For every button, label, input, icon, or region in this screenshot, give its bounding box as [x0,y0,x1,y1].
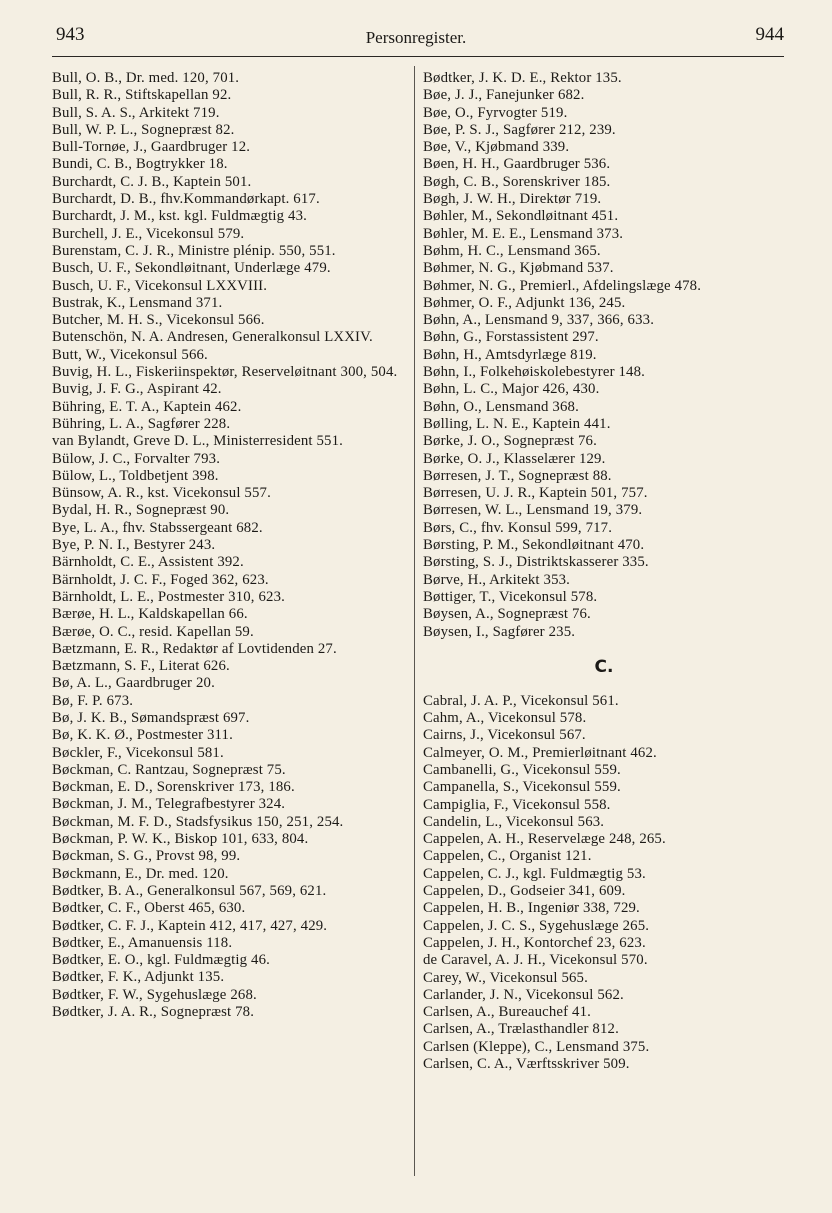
register-entry: Børke, O. J., Klasselærer 129. [423,450,606,467]
register-entry: Bünsow, A. R., kst. Vicekonsul 557. [52,485,271,502]
register-entry: Bundi, C. B., Bogtrykker 18. [52,156,228,173]
register-entry: Bøckman, E. D., Sorenskriver 173, 186. [52,779,295,796]
register-entry: Carey, W., Vicekonsul 565. [423,969,588,986]
register-entry: Burchardt, D. B., fhv.Kommandørkapt. 617. [52,191,320,208]
register-entry: Bühring, E. T. A., Kaptein 462. [52,398,242,415]
register-entry: Campanella, S., Vicekonsul 559. [423,779,621,796]
register-entry: Bull, R. R., Stiftskapellan 92. [52,87,232,104]
register-entry: Bøysen, I., Sagfører 235. [423,623,576,640]
register-entry: Carlsen, C. A., Værftsskriver 509. [423,1056,630,1073]
register-entry: Butt, W., Vicekonsul 566. [52,346,208,363]
register-entry: Bärnholdt, J. C. F., Foged 362, 623. [52,571,269,588]
register-entry: Burchardt, C. J. B., Kaptein 501. [52,173,252,190]
register-entry: Børsting, P. M., Sekondløitnant 470. [423,537,645,554]
register-entry: Bull, S. A. S., Arkitekt 719. [52,104,220,121]
register-entry: Bøckler, F., Vicekonsul 581. [52,744,224,761]
register-entry: Børve, H., Arkitekt 353. [423,571,571,588]
register-entry: Buvig, J. F. G., Aspirant 42. [52,381,222,398]
register-entry: Carlsen, A., Trælasthandler 812. [423,1021,619,1038]
register-entry: Bøhler, M. E. E., Lensmand 373. [423,225,624,242]
register-entry: Bøckman, P. W. K., Biskop 101, 633, 804. [52,831,309,848]
register-entry: Campiglia, F., Vicekonsul 558. [423,796,611,813]
register-entry: Cappelen, J. C. S., Sygehuslæge 265. [423,917,650,934]
register-entry: Bühring, L. A., Sagfører 228. [52,415,231,432]
register-entry: Bøckman, S. G., Provst 98, 99. [52,848,241,865]
register-entry: Cairns, J., Vicekonsul 567. [423,727,586,744]
right-column [423,70,785,1073]
register-entry: Bøysen, A., Sognepræst 76. [423,606,591,623]
register-entry: van Bylandt, Greve D. L., Ministerresident 551. [52,433,344,450]
register-entry: Bødtker, C. F., Oberst 465, 630. [52,900,246,917]
register-entry: de Caravel, A. J. H., Vicekonsul 570. [423,952,648,969]
register-entry: Bøckman, C. Rantzau, Sognepræst 75. [52,761,286,778]
register-entry: Bøen, H. H., Gaardbruger 536. [423,156,611,173]
register-entry: Bølling, L. N. E., Kaptein 441. [423,415,611,432]
register-entry: Bøhn, L. C., Major 426, 430. [423,381,600,398]
register-entry: Bärnholdt, L. E., Postmester 310, 623. [52,588,285,605]
register-entry: Bøhn, G., Forstassistent 297. [423,329,599,346]
page-number-right: 944 [755,24,784,45]
register-entry: Bøhn, I., Folkehøiskolebestyrer 148. [423,364,645,381]
register-entry: Bø, F. P. 673. [52,692,134,709]
register-entry: Bøe, P. S. J., Sagfører 212, 239. [423,121,616,138]
register-entry: Bärnholdt, C. E., Assistent 392. [52,554,244,571]
register-entry: Burchardt, J. M., kst. kgl. Fuldmægtig 43. [52,208,307,225]
page-header [0,24,832,54]
register-entry: Cambanelli, G., Vicekonsul 559. [423,761,621,778]
register-entry: Carlander, J. N., Vicekonsul 562. [423,986,624,1003]
register-entry: Cahm, A., Vicekonsul 578. [423,710,587,727]
register-entry: Børresen, W. L., Lensmand 19, 379. [423,502,643,519]
register-entry: Calmeyer, O. M., Premierløitnant 462. [423,744,657,761]
register-entry: Bull, W. P. L., Sognepræst 82. [52,121,235,138]
register-entry: Bye, P. N. I., Bestyrer 243. [52,537,216,554]
register-entry: Bødtker, F. K., Adjunkt 135. [52,969,225,986]
register-entry: Børsting, S. J., Distriktskasserer 335. [423,554,649,571]
register-entry: Cabral, J. A. P., Vicekonsul 561. [423,692,619,709]
register-entry: Bærøe, O. C., resid. Kapellan 59. [52,623,254,640]
register-entry: Cappelen, H. B., Ingeniør 338, 729. [423,900,640,917]
register-entry: Bustrak, K., Lensmand 371. [52,294,223,311]
register-entry: Bøhmer, O. F., Adjunkt 136, 245. [423,294,626,311]
register-entry: Bøhn, H., Amtsdyrlæge 819. [423,346,597,363]
register-entry: Cappelen, J. H., Kontorchef 23, 623. [423,934,646,951]
register-entry: Bülow, J. C., Forvalter 793. [52,450,221,467]
register-entry: Burenstam, C. J. R., Ministre plénip. 550, 551. [52,242,336,259]
page-number-left: 943 [56,24,85,45]
register-entry: Bætzmann, S. F., Literat 626. [52,658,230,675]
register-entry: Børke, J. O., Sognepræst 76. [423,433,597,450]
right-column-b-entries [423,70,785,641]
register-entry: Bye, L. A., fhv. Stabssergeant 682. [52,519,263,536]
register-entry: Børresen, J. T., Sognepræst 88. [423,467,612,484]
register-entry: Bødtker, E. O., kgl. Fuldmægtig 46. [52,952,270,969]
register-entry: Børresen, U. J. R., Kaptein 501, 757. [423,485,648,502]
register-entry: Bøe, V., Kjøbmand 339. [423,139,570,156]
header-rule [52,56,784,57]
register-entry: Bø, K. K. Ø., Postmester 311. [52,727,233,744]
register-entry: Bødtker, E., Amanuensis 118. [52,934,233,951]
register-entry: Butenschön, N. A. Andresen, Generalkonsul LXXIV. [52,329,373,346]
register-entry: Bøhn, A., Lensmand 9, 337, 366, 633. [423,312,655,329]
section-heading-c: C. [594,656,614,677]
register-entry: Bødtker, J. K. D. E., Rektor 135. [423,70,622,86]
register-entry: Bødtker, B. A., Generalkonsul 567, 569, 621. [52,882,327,899]
register-entry: Buvig, H. L., Fiskeriinspektør, Reserveløitnant 300, 504. [52,364,398,381]
register-entry: Bülow, L., Toldbetjent 398. [52,467,219,484]
register-entry: Bull-Tornøe, J., Gaardbruger 12. [52,139,251,156]
register-entry: Bø, A. L., Gaardbruger 20. [52,675,215,692]
register-entry: Bødtker, C. F. J., Kaptein 412, 417, 427, 429. [52,917,328,934]
register-entry: Bøhmer, N. G., Kjøbmand 537. [423,260,614,277]
left-column [52,70,404,1021]
register-entry: Butcher, M. H. S., Vicekonsul 566. [52,312,265,329]
register-entry: Bætzmann, E. R., Redaktør af Lovtidenden 27. [52,640,337,657]
register-entry: Bøgh, J. W. H., Direktør 719. [423,191,602,208]
register-entry: Bøckman, M. F. D., Stadsfysikus 150, 251, 254. [52,813,344,830]
register-entry: Bøhmer, N. G., Premierl., Afdelingslæge 478. [423,277,702,294]
register-entry: Cappelen, D., Godseier 341, 609. [423,883,626,900]
register-entry: Cappelen, C. J., kgl. Fuldmægtig 53. [423,865,646,882]
register-entry: Cappelen, C., Organist 121. [423,848,592,865]
register-entry: Bøhm, H. C., Lensmand 365. [423,242,601,259]
register-entry: Bull, O. B., Dr. med. 120, 701. [52,70,240,86]
register-entry: Busch, U. F., Vicekonsul LXXVIII. [52,277,268,294]
register-entry: Bødtker, J. A. R., Sognepræst 78. [52,1004,255,1021]
register-entry: Bøckman, J. M., Telegrafbestyrer 324. [52,796,286,813]
column-divider [414,66,415,1176]
register-entry: Busch, U. F., Sekondløitnant, Underlæge 479. [52,260,331,277]
register-entry: Bøttiger, T., Vicekonsul 578. [423,588,598,605]
register-entry: Bøckmann, E., Dr. med. 120. [52,865,229,882]
register-entry: Bøhn, O., Lensmand 368. [423,398,579,415]
register-entry: Bøhler, M., Sekondløitnant 451. [423,208,619,225]
page-title: Personregister. [365,28,467,47]
register-entry: Bærøe, H. L., Kaldskapellan 66. [52,606,248,623]
right-column-c-entries [423,693,785,1074]
register-entry: Carlsen, A., Bureauchef 41. [423,1004,592,1021]
register-entry: Bøgh, C. B., Sorenskriver 185. [423,173,611,190]
register-entry: Bøe, O., Fyrvogter 519. [423,104,568,121]
register-entry: Carlsen (Kleppe), C., Lensmand 375. [423,1038,650,1055]
register-entry: Cappelen, A. H., Reservelæge 248, 265. [423,831,666,848]
register-entry: Bø, J. K. B., Sømandspræst 697. [52,709,250,726]
register-entry: Candelin, L., Vicekonsul 563. [423,813,605,830]
register-entry: Burchell, J. E., Vicekonsul 579. [52,225,245,242]
register-entry: Bøe, J. J., Fanejunker 682. [423,87,585,104]
register-entry: Børs, C., fhv. Konsul 599, 717. [423,519,613,536]
register-entry: Bydal, H. R., Sognepræst 90. [52,502,230,519]
register-entry: Bødtker, F. W., Sygehuslæge 268. [52,986,257,1003]
